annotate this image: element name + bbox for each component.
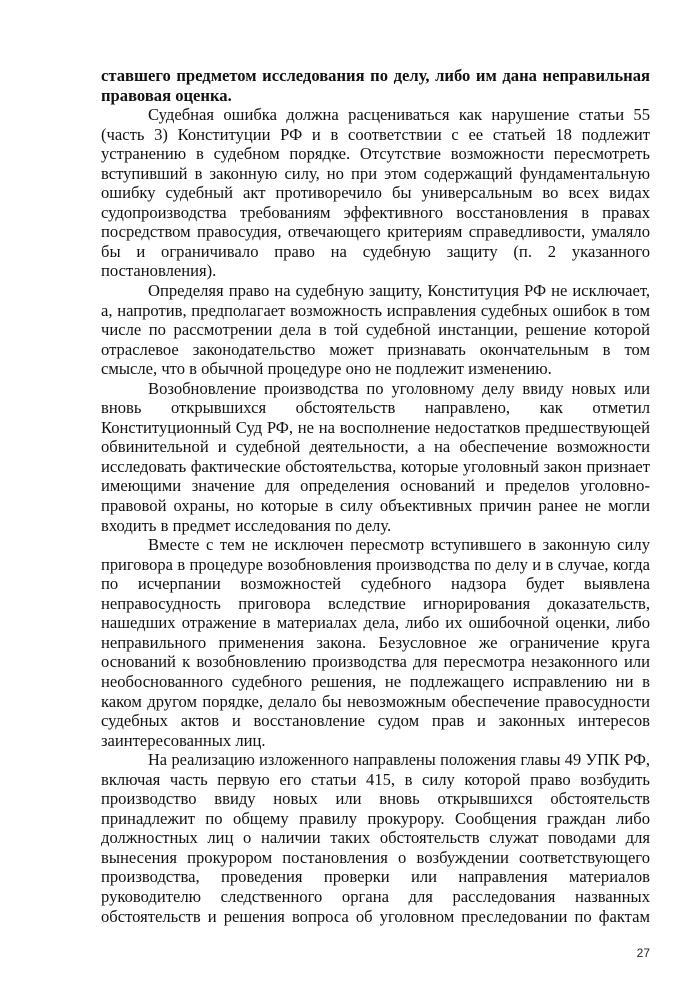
text-line: (часть 3) Конституции РФ и в соответствии с ее статьей 18 подлежит	[101, 124, 650, 144]
page-number: 27	[636, 946, 650, 960]
text-line: постановления).	[101, 261, 217, 281]
text-line: исследовать фактические обстоятельства, которые уголовный закон признает	[101, 456, 650, 476]
text-line: бы и ограничивало право на судебную защиту (п. 2 указанного	[101, 241, 650, 261]
text-line: посредством правосудия, отвечающего критериям справедливости, умаляло	[101, 222, 650, 242]
text-line: каком другом порядке, делало бы невозможным обеспечение правосудности	[101, 691, 650, 711]
text-line: вынесения прокурором постановления о возбуждении соответствующего	[101, 847, 650, 867]
paragraph	[101, 750, 650, 926]
text-line: неправильного применения закона. Безусловное же ограничение круга	[101, 632, 650, 652]
text-line: Конституционный Суд РФ, не на восполнение недостатков предшествующей	[101, 417, 650, 437]
text-line: ошибку судебный акт противоречило бы универсальным во всех видах	[101, 183, 650, 203]
text-line: Судебная ошибка должна расцениваться как нарушение статьи 55	[148, 105, 650, 125]
text-line: заинтересованных лиц.	[101, 730, 266, 750]
text-line: На реализацию изложенного направлены положения главы 49 УПК РФ,	[148, 750, 650, 770]
paragraph	[101, 281, 650, 379]
text-line: приговора в процедуре возобновления производства по делу и в случае, когда	[101, 554, 650, 574]
text-line: принадлежит по общему правилу прокурору. Сообщения граждан либо	[101, 808, 650, 828]
text-line: отраслевое законодательство может признавать окончательным в том	[101, 339, 650, 359]
paragraph	[101, 535, 650, 750]
text-line: числе по рассмотрении дела в той судебной инстанции, решение которой	[101, 320, 650, 340]
text-line: включая часть первую его статьи 415, в силу которой право возбудить	[101, 769, 650, 789]
text-line: Вместе с тем не исключен пересмотр вступившего в законную силу	[148, 535, 650, 555]
text-line: ставшего предметом исследования по делу, либо им дана неправильная	[101, 66, 650, 85]
text-line: смысле, что в обычной процедуре оно не подлежит изменению.	[101, 359, 552, 379]
text-line: правовая оценка.	[101, 85, 232, 105]
text-line: судебных актов и восстановление судом прав и законных интересов	[101, 711, 650, 731]
text-line: имеющими значение для определения оснований и пределов уголовно-	[101, 476, 650, 496]
text-line: а, напротив, предполагает возможность исправления судебных ошибок в том	[101, 300, 650, 320]
paragraph	[101, 105, 650, 281]
body-paragraphs	[101, 105, 650, 926]
text-line: Возобновление производства по уголовному делу ввиду новых или	[148, 378, 650, 398]
text-line: неправосудность приговора вследствие игнорирования доказательств,	[101, 593, 650, 613]
text-line: судопроизводства требованиям эффективного восстановления в правах	[101, 202, 650, 222]
text-line: устранению в судебном порядке. Отсутствие возможности пересмотреть	[101, 144, 650, 164]
text-line: производства, проведения проверки или направления материалов	[101, 867, 650, 887]
text-line: вновь открывшихся обстоятельств направлено, как отметил	[101, 398, 650, 418]
text-line: входить в предмет исследования по делу.	[101, 515, 392, 535]
text-line: обстоятельств и решения вопроса об уголовном преследовании по фактам	[101, 906, 650, 926]
text-line: производство ввиду новых или вновь открывшихся обстоятельств	[101, 789, 650, 809]
text-line: должностных лиц о наличии таких обстоятельств служат поводами для	[101, 828, 650, 848]
lead-paragraph	[101, 66, 650, 105]
text-line: вступивший в законную силу, но при этом содержащий фундаментальную	[101, 163, 650, 183]
text-line: оснований к возобновлению производства для пересмотра незаконного или	[101, 652, 650, 672]
text-line: Определяя право на судебную защиту, Конституция РФ не исключает,	[148, 281, 650, 301]
text-line: нашедших отражение в материалах дела, либо их ошибочной оценки, либо	[101, 613, 650, 633]
text-line: обвинительной и судебной деятельности, а на обеспечение возможности	[101, 437, 650, 457]
text-line: необоснованного судебного решения, не подлежащего исправлению ни в	[101, 671, 650, 691]
document-page	[101, 66, 650, 926]
paragraph	[101, 379, 650, 535]
text-line: правовой охраны, но которые в силу объективных причин ранее не могли	[101, 496, 650, 516]
text-line: руководителю следственного органа для расследования названных	[101, 886, 650, 906]
text-line: по исчерпании возможностей судебного надзора будет выявлена	[101, 574, 650, 594]
